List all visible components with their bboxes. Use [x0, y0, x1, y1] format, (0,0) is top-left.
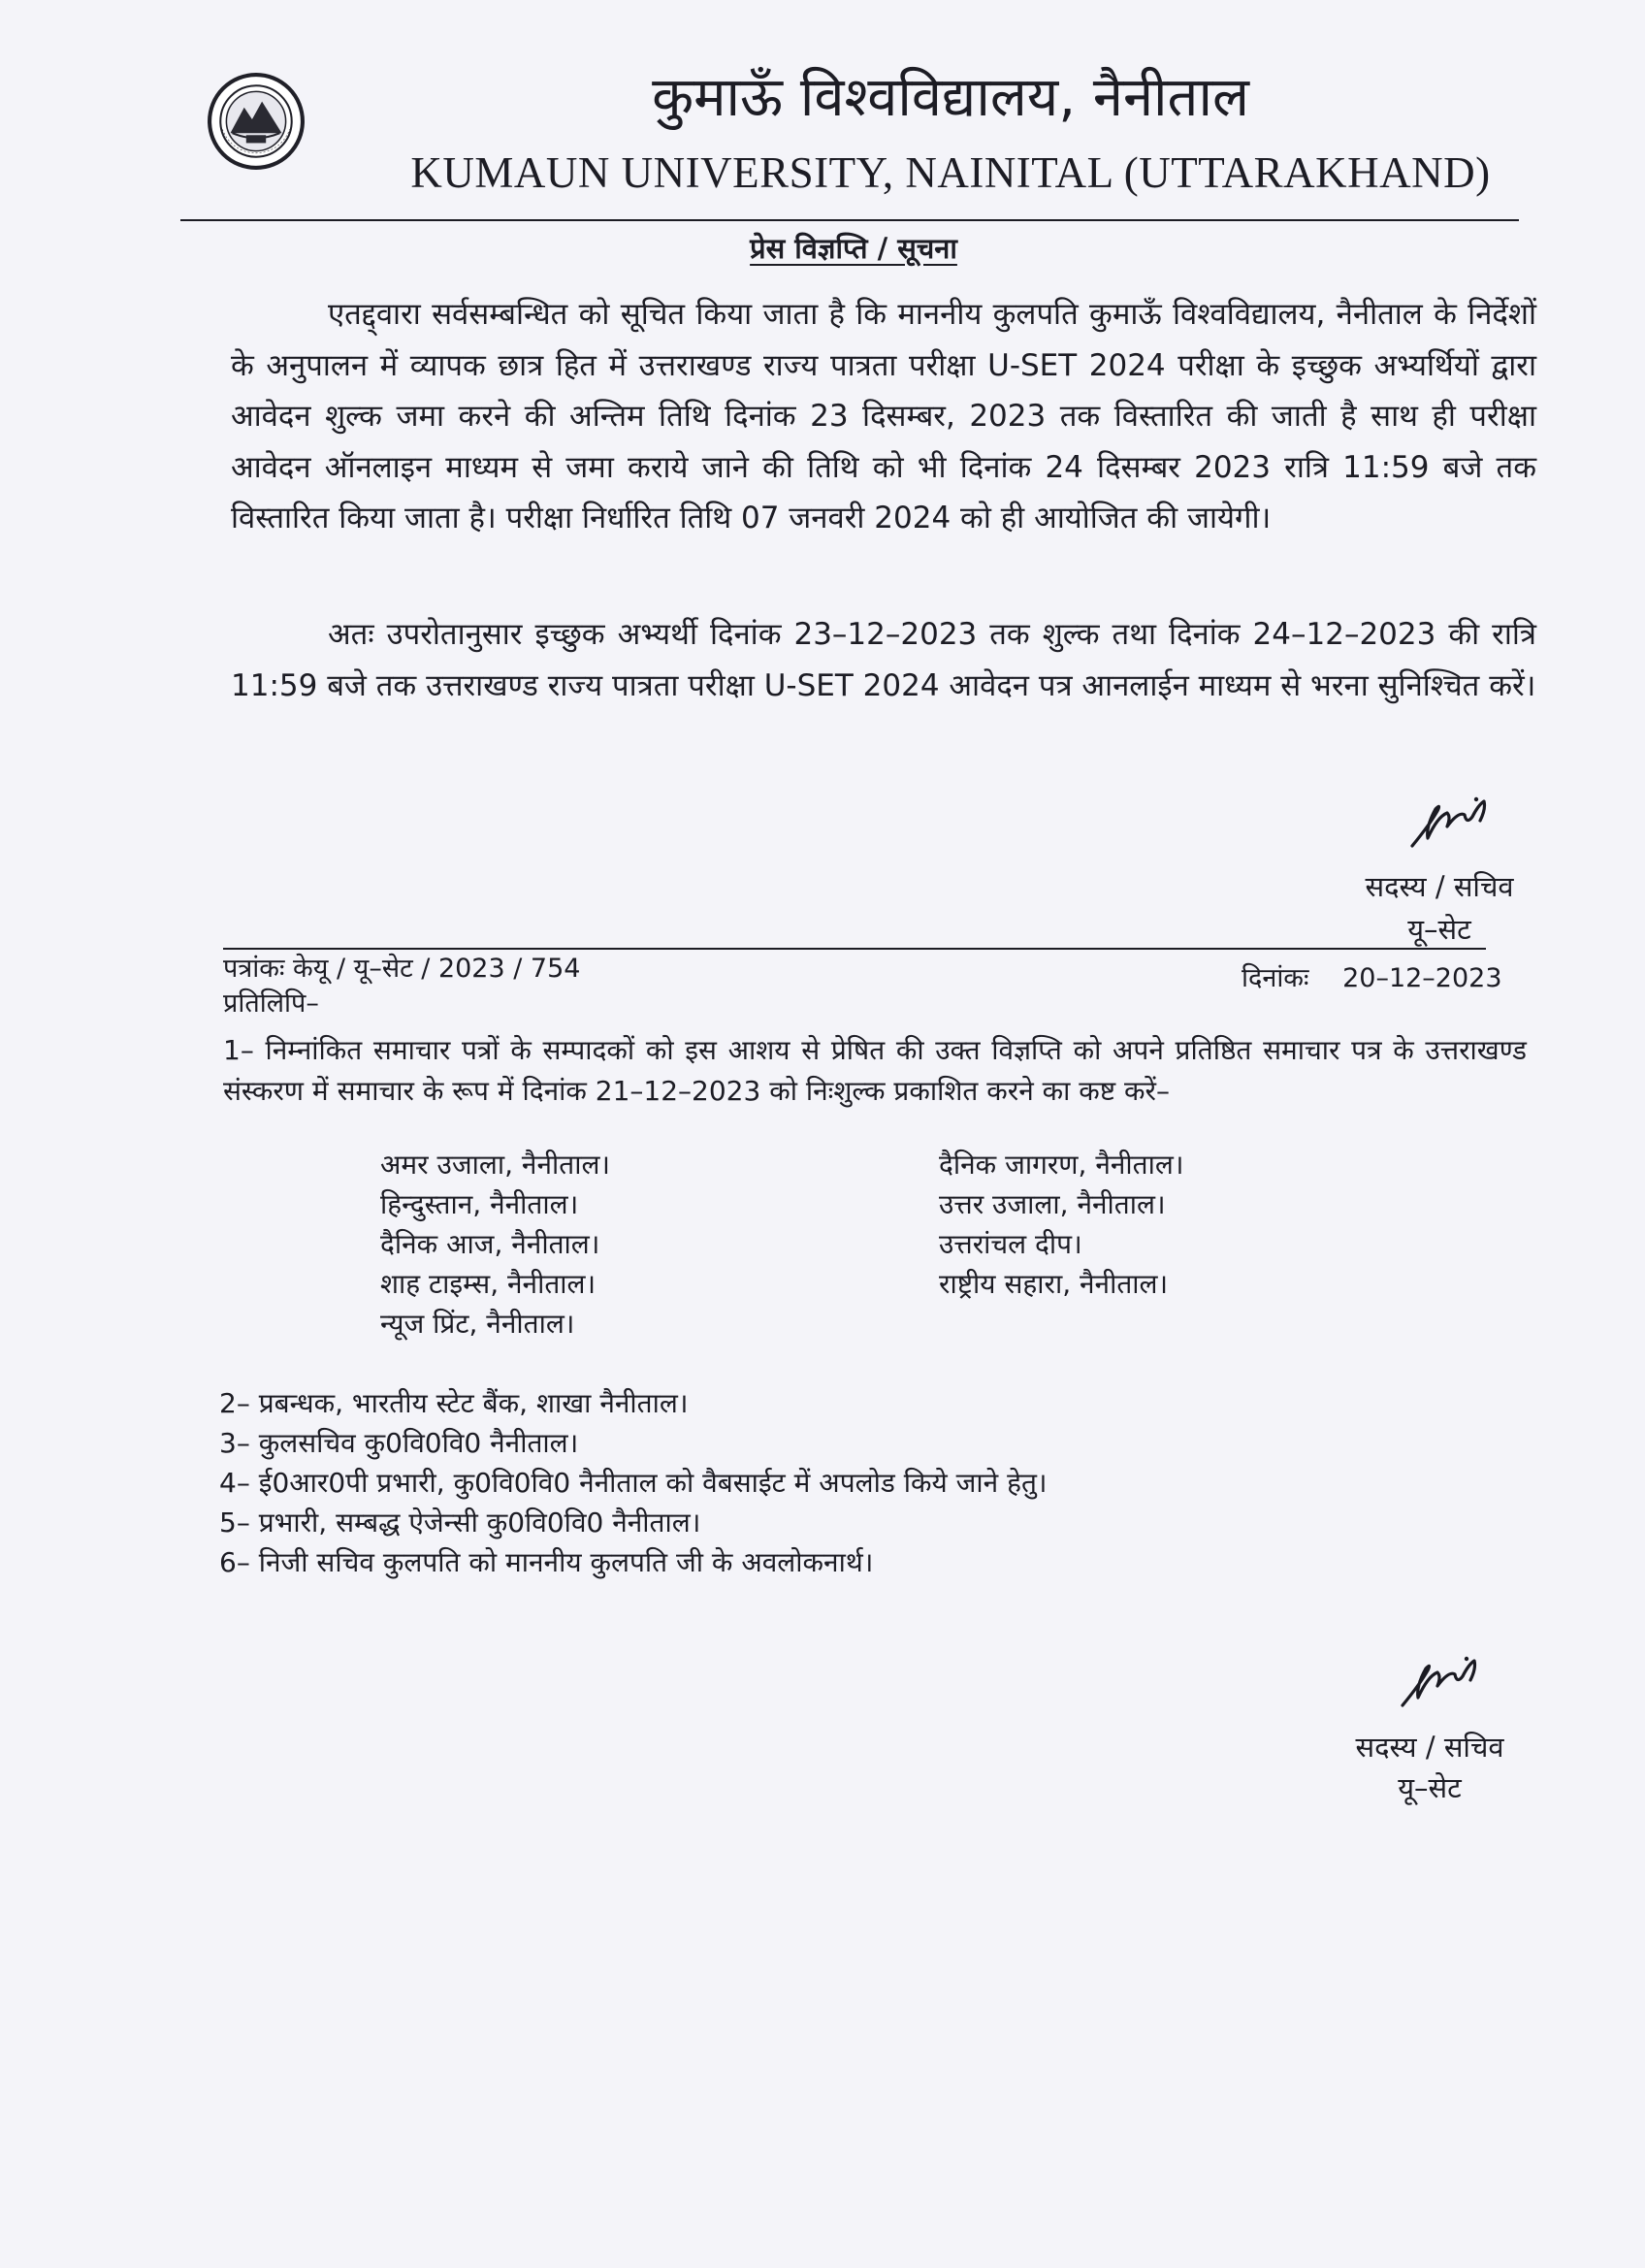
copy-items-list — [219, 1383, 1048, 1582]
list-item: दैनिक आज, नैनीताल। — [380, 1228, 600, 1260]
notice-heading: प्रेस विज्ञप्ति / सूचना — [750, 232, 957, 265]
list-item: 5– प्रभारी, सम्बद्ध ऐजेन्सी कु0वि0वि0 नैनीताल। — [219, 1507, 701, 1539]
date-value: 20–12–2023 — [1342, 963, 1502, 993]
list-item: 3– कुलसचिव कु0वि0वि0 नैनीताल। — [219, 1427, 579, 1459]
notice-paragraph-1: एतद्द्वारा सर्वसम्बन्धित को सूचित किया जाता है कि माननीय कुलपति कुमाऊँ विश्वविद्यालय, नैनीताल के निर्देशों के अनुपालन में व्यापक छात्र हित में उत्तराखण्ड राज्य पात्रता परीक्षा U-SET 2024 परीक्षा के इच्छुक अभ्यर्थियों द्वारा आवेदन शुल्क जमा करने की अन्तिम तिथि दिनांक 23 दिसम्बर, 2023 तक विस्तारित की जाती है साथ ही परीक्षा आवेदन ऑनलाइन माध्यम से जमा कराये जाने की तिथि को भी दिनांक 24 दिसम्बर 2023 रात्रि 11:59 बजे तक विस्तारित किया जाता है। परीक्षा निर्धारित तिथि 07 जनवरी 2024 को ही आयोजित की जायेगी। — [231, 297, 1536, 535]
university-seal-logo — [207, 72, 306, 171]
list-item: 6– निजी सचिव कुलपति को माननीय कुलपति जी के अवलोकनार्थ। — [219, 1546, 874, 1578]
list-item: हिन्दुस्तान, नैनीताल। — [380, 1188, 579, 1220]
list-item: शाह टाइम्स, नैनीताल। — [380, 1268, 597, 1300]
header-divider — [180, 219, 1519, 221]
university-name-hindi: कुमाऊँ विश्वविद्यालय, नैनीताल — [652, 66, 1249, 129]
list-item: राष्ट्रीय सहारा, नैनीताल। — [939, 1268, 1169, 1300]
signatory-designation: सदस्य / सचिव — [1365, 870, 1514, 903]
university-name-english: KUMAUN UNIVERSITY, NAINITAL (UTTARAKHAND) — [410, 148, 1491, 197]
newspaper-list-left — [380, 1145, 610, 1344]
signatory-office: यू–सेट — [1407, 913, 1471, 946]
handwritten-signature — [1408, 788, 1501, 852]
list-item: उत्तर उजाला, नैनीताल। — [939, 1188, 1166, 1220]
signatory-office: यू–सेट — [1398, 1771, 1462, 1804]
list-item: न्यूज प्रिंट, नैनीताल। — [380, 1308, 575, 1340]
list-item: 2– प्रबन्धक, भारतीय स्टेट बैंक, शाखा नैनीताल। — [219, 1387, 689, 1419]
notice-paragraph-2: अतः उपरोतानुसार इच्छुक अभ्यर्थी दिनांक 23–12–2023 तक शुल्क तथा दिनांक 24–12–2023 की रात्रि 11:59 बजे तक उत्तराखण्ड राज्य पात्रता परीक्षा U-SET 2024 आवेदन पत्र आनलाईन माध्यम से भरना सुनिश्चित करें। — [231, 617, 1536, 703]
signatory-designation: सदस्य / सचिव — [1355, 1731, 1504, 1764]
letter-reference-number: पत्रांकः केयू / यू–सेट / 2023 / 754 — [223, 954, 581, 984]
list-item: दैनिक जागरण, नैनीताल। — [939, 1149, 1184, 1181]
copy-to-label: प्रतिलिपि– — [223, 988, 319, 1019]
list-item: अमर उजाला, नैनीताल। — [380, 1149, 611, 1181]
date-label: दिनांकः — [1242, 963, 1309, 993]
newspaper-list-right — [939, 1145, 1184, 1304]
list-item: उत्तरांचल दीप। — [939, 1228, 1082, 1260]
letter-date — [1242, 958, 1502, 994]
handwritten-signature — [1399, 1647, 1492, 1711]
copy-item-1: 1– निम्नांकित समाचार पत्रों के सम्पादकों को इस आशय से प्रेषित की उक्त विज्ञप्ति को अपने प्रतिष्ठित समाचार पत्र के उत्तराखण्ड संस्करण में समाचार के रूप में दिनांक 21–12–2023 को निःशुल्क प्रकाशित करने का कष्ट करें– — [223, 1034, 1527, 1107]
list-item: 4– ई0आर0पी प्रभारी, कु0वि0वि0 नैनीताल को वैबसाईट में अपलोड किये जाने हेतु। — [219, 1467, 1048, 1499]
